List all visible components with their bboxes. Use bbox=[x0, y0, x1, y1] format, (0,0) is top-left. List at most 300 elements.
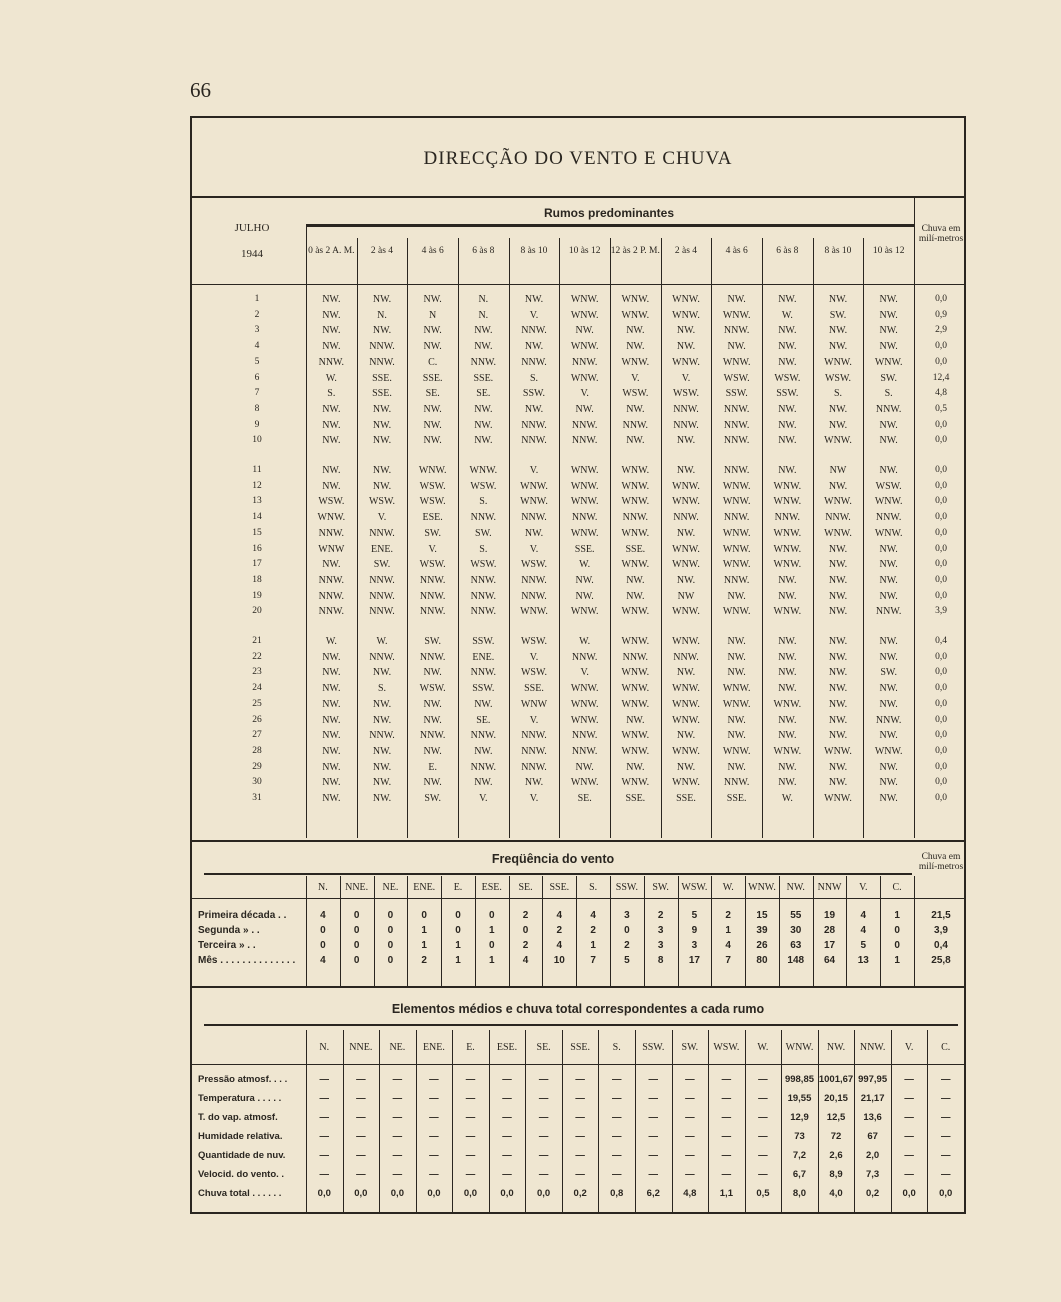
direction-cell: NW. bbox=[778, 294, 797, 305]
direction-cell: NNW. bbox=[521, 325, 547, 337]
elements-cell: 19,55 bbox=[787, 1093, 812, 1104]
direction-cell: NW. bbox=[322, 730, 341, 742]
direction-cell: NNW. bbox=[723, 325, 750, 337]
rain-cell: 0,0 bbox=[935, 341, 947, 352]
direction-cell: NW. bbox=[879, 761, 898, 773]
elements-cell: 2,6 bbox=[829, 1150, 843, 1161]
direction-cell: WNW. bbox=[722, 683, 751, 695]
direction-cell: WNW. bbox=[722, 606, 751, 618]
direction-cell: NW. bbox=[879, 777, 898, 789]
table-row bbox=[192, 357, 964, 373]
frequency-cell: 1 bbox=[488, 955, 495, 966]
direction-cell: WNW. bbox=[570, 698, 599, 710]
direction-cell: NW. bbox=[828, 480, 848, 492]
elements-cell: — bbox=[685, 1169, 695, 1180]
frequency-column-header: WNW. bbox=[748, 882, 776, 893]
direction-cell: ENE. bbox=[472, 651, 495, 663]
rain-cell: 0,0 bbox=[935, 480, 947, 491]
elements-cell: — bbox=[538, 1093, 549, 1104]
direction-cell: NNW. bbox=[470, 761, 497, 773]
column-line bbox=[661, 238, 662, 838]
direction-cell: NW. bbox=[322, 714, 341, 726]
elements-cell: — bbox=[940, 1093, 951, 1104]
elements-column-line bbox=[598, 1030, 599, 1214]
table-row bbox=[192, 404, 964, 420]
frequency-cell: 19 bbox=[823, 910, 836, 921]
elements-cell: — bbox=[429, 1093, 439, 1104]
direction-cell: NNW. bbox=[419, 590, 446, 602]
elements-column-line bbox=[745, 1030, 746, 1214]
direction-cell: NW. bbox=[575, 325, 594, 337]
direction-cell: NW. bbox=[322, 745, 341, 757]
day-number: 15 bbox=[252, 527, 262, 538]
table-row bbox=[192, 793, 964, 809]
frequency-cell: 1 bbox=[455, 955, 461, 966]
direction-cell: NW. bbox=[575, 590, 594, 602]
elements-cell: — bbox=[904, 1074, 914, 1085]
elements-column-header: N. bbox=[319, 1042, 330, 1053]
frequency-cell: 2 bbox=[657, 910, 664, 921]
direction-cell: SW. bbox=[829, 309, 847, 321]
period-header: 4 às 6 bbox=[421, 246, 444, 256]
direction-cell: NW. bbox=[778, 356, 797, 368]
day-number: 7 bbox=[254, 388, 260, 399]
direction-cell: NNW. bbox=[825, 512, 851, 524]
frequency-row-label: Mês . . . . . . . . . . . . . . bbox=[198, 955, 296, 966]
direction-cell: NW. bbox=[423, 698, 442, 710]
direction-cell: NNW. bbox=[318, 356, 345, 368]
elements-cell: — bbox=[575, 1112, 585, 1123]
elements-cell: — bbox=[465, 1150, 476, 1161]
direction-cell: NW. bbox=[474, 698, 493, 710]
frequency-column-header: S. bbox=[589, 882, 598, 893]
rain-cell: 3,9 bbox=[935, 606, 947, 617]
elements-cell: — bbox=[538, 1131, 549, 1142]
direction-cell: NNW. bbox=[470, 590, 497, 602]
table-row bbox=[192, 683, 964, 699]
direction-cell: WNW. bbox=[824, 745, 852, 757]
frequency-column-header: SSE. bbox=[549, 882, 570, 893]
frequency-cell: 17 bbox=[688, 955, 700, 966]
direction-cell: WNW. bbox=[570, 683, 599, 695]
direction-cell: NW. bbox=[524, 341, 544, 353]
direction-cell: NW. bbox=[828, 325, 848, 337]
frequency-cell: 1 bbox=[590, 940, 596, 951]
elements-column-line bbox=[672, 1030, 673, 1214]
day-number: 3 bbox=[254, 325, 260, 336]
direction-cell: WNW. bbox=[722, 698, 751, 710]
period-header: 6 às 8 bbox=[776, 246, 799, 256]
elements-column-line bbox=[452, 1030, 453, 1214]
direction-cell: WNW. bbox=[672, 683, 700, 695]
direction-cell: NNW. bbox=[470, 574, 497, 586]
direction-cell: WNW. bbox=[621, 698, 650, 710]
day-number: 14 bbox=[252, 512, 262, 523]
direction-cell: WNW. bbox=[520, 480, 548, 492]
frequency-column-line bbox=[407, 876, 408, 986]
direction-cell: WNW. bbox=[874, 496, 903, 508]
elements-column-header: SSW. bbox=[642, 1042, 665, 1053]
elements-cell: — bbox=[319, 1093, 330, 1104]
elements-cell: 6,7 bbox=[792, 1169, 807, 1180]
rain-cell: 0,4 bbox=[935, 636, 947, 646]
elements-cell: — bbox=[392, 1112, 403, 1123]
direction-cell: NW. bbox=[676, 435, 696, 447]
direction-cell: SSW. bbox=[472, 636, 495, 647]
direction-cell: WNW. bbox=[672, 777, 700, 789]
rain-cell: 0,0 bbox=[935, 714, 947, 725]
direction-cell: WSW. bbox=[520, 559, 547, 571]
direction-cell: NNW. bbox=[369, 651, 395, 663]
elements-column-line bbox=[635, 1030, 636, 1214]
direction-cell: NNW. bbox=[622, 512, 649, 524]
rain-cell: 0,0 bbox=[935, 435, 947, 446]
direction-cell: NW. bbox=[828, 606, 848, 618]
direction-cell: WNW. bbox=[672, 496, 700, 508]
column-line bbox=[610, 238, 611, 838]
direction-cell: NW. bbox=[524, 777, 544, 789]
period-header: 10 às 12 bbox=[568, 246, 601, 256]
period-header: 6 às 8 bbox=[472, 246, 495, 256]
direction-cell: WNW. bbox=[722, 745, 751, 757]
direction-cell: NW. bbox=[879, 698, 898, 710]
direction-cell: V. bbox=[529, 543, 539, 555]
direction-cell: WNW. bbox=[773, 745, 802, 757]
frequency-rain-cell: 25,8 bbox=[931, 955, 951, 966]
rain-cell: 0,0 bbox=[935, 745, 947, 756]
direction-cell: WNW. bbox=[672, 543, 700, 555]
rain-cell: 0,0 bbox=[935, 419, 947, 430]
elements-cell: 0,2 bbox=[865, 1188, 880, 1199]
direction-cell: WNW. bbox=[824, 435, 852, 447]
frequency-cell: 1 bbox=[894, 910, 900, 921]
table-row bbox=[192, 528, 964, 544]
elements-cell: 20,15 bbox=[824, 1093, 848, 1104]
elements-cell: — bbox=[721, 1150, 732, 1161]
frequency-column-line bbox=[610, 876, 611, 986]
rain-header: Chuva em milí-metros bbox=[918, 224, 964, 244]
direction-cell: NNW. bbox=[571, 356, 598, 368]
day-number: 24 bbox=[252, 683, 262, 694]
direction-cell: NW. bbox=[524, 527, 544, 539]
direction-cell: WSW. bbox=[672, 388, 699, 400]
direction-cell: NW. bbox=[879, 651, 898, 663]
column-line bbox=[559, 238, 560, 838]
direction-cell: NW. bbox=[372, 480, 392, 492]
elements-cell: — bbox=[538, 1112, 549, 1123]
direction-cell: NW. bbox=[575, 574, 594, 586]
frequency-cell: 26 bbox=[756, 940, 768, 951]
elements-cell: — bbox=[611, 1169, 622, 1180]
direction-cell: ENE. bbox=[371, 543, 393, 555]
month-label: JULHO bbox=[234, 222, 270, 234]
period-header: 2 às 4 bbox=[370, 246, 394, 256]
elements-cell: 2,0 bbox=[865, 1150, 880, 1161]
direction-cell: NW. bbox=[423, 667, 442, 679]
direction-cell: NNW. bbox=[369, 730, 395, 742]
direction-cell: NNW. bbox=[419, 730, 446, 742]
direction-cell: NNW. bbox=[318, 590, 345, 602]
table-row bbox=[192, 435, 964, 451]
frequency-cell: 17 bbox=[823, 940, 836, 951]
frequency-cell: 148 bbox=[787, 955, 805, 966]
direction-cell: WNW. bbox=[570, 294, 599, 305]
direction-cell: NW. bbox=[727, 636, 746, 647]
frequency-cell: 0 bbox=[353, 910, 360, 921]
day-number: 17 bbox=[252, 559, 262, 570]
elements-cell: — bbox=[721, 1169, 732, 1180]
direction-cell: S. bbox=[377, 683, 387, 695]
direction-cell: V. bbox=[529, 651, 539, 663]
frequency-rain-header: Chuva em milí-metros bbox=[918, 852, 964, 872]
direction-cell: WNW bbox=[318, 543, 345, 555]
rain-cell: 0,0 bbox=[935, 730, 947, 741]
direction-cell: NW. bbox=[322, 309, 341, 321]
frequency-column-line bbox=[374, 876, 375, 986]
elements-cell: — bbox=[611, 1131, 622, 1142]
elements-cell: 998,85 bbox=[784, 1074, 815, 1085]
direction-cell: WNW. bbox=[824, 793, 852, 804]
elements-row-label: Temperatura . . . . . bbox=[198, 1093, 282, 1104]
direction-cell: SSW. bbox=[522, 388, 546, 400]
elements-column-header: E. bbox=[466, 1042, 475, 1053]
elements-cell: — bbox=[502, 1131, 512, 1142]
direction-cell: WNW bbox=[520, 698, 548, 710]
frequency-cell: 0 bbox=[894, 940, 900, 951]
wind-direction-table bbox=[192, 198, 964, 838]
day-number: 12 bbox=[252, 480, 262, 491]
direction-cell: S. bbox=[884, 388, 893, 400]
direction-cell: WNW. bbox=[621, 294, 650, 305]
elements-column-header: C. bbox=[941, 1042, 951, 1053]
direction-cell: NNW. bbox=[723, 403, 750, 415]
direction-cell: NW. bbox=[879, 309, 898, 321]
direction-cell: SSW. bbox=[776, 388, 799, 400]
direction-cell: NW. bbox=[474, 745, 493, 757]
elements-cell: — bbox=[465, 1074, 476, 1085]
direction-cell: WNW. bbox=[570, 777, 599, 789]
elements-cell: 21,17 bbox=[860, 1093, 885, 1104]
direction-cell: WSW. bbox=[419, 559, 446, 571]
elements-cell: 0,8 bbox=[610, 1188, 624, 1199]
direction-cell: NW. bbox=[778, 465, 797, 476]
direction-cell: SE. bbox=[577, 793, 592, 804]
elements-cell: — bbox=[392, 1150, 403, 1161]
direction-cell: NW. bbox=[626, 325, 645, 337]
direction-cell: NNW. bbox=[521, 419, 547, 431]
direction-cell: WNW. bbox=[773, 480, 802, 492]
direction-cell: WNW. bbox=[773, 527, 802, 539]
direction-cell: S. bbox=[479, 543, 488, 555]
frequency-column-line bbox=[542, 876, 543, 986]
direction-cell: NW. bbox=[879, 793, 898, 804]
direction-cell: NW. bbox=[423, 403, 442, 415]
direction-cell: WNW. bbox=[570, 496, 599, 508]
elements-column-line bbox=[306, 1030, 307, 1214]
elements-cell: — bbox=[575, 1150, 585, 1161]
direction-cell: NW. bbox=[423, 341, 442, 353]
direction-cell: NW. bbox=[727, 730, 746, 742]
elements-cell: — bbox=[648, 1131, 659, 1142]
day-number: 18 bbox=[252, 574, 262, 585]
direction-cell: WNW. bbox=[672, 745, 700, 757]
direction-cell: NW. bbox=[828, 590, 848, 602]
frequency-cell: 0 bbox=[522, 925, 529, 936]
table-row bbox=[192, 496, 964, 512]
elements-cell: — bbox=[758, 1150, 768, 1161]
day-number: 23 bbox=[252, 667, 262, 678]
frequency-rain-cell: 21,5 bbox=[931, 910, 951, 921]
frequency-table bbox=[192, 842, 964, 986]
direction-cell: NW. bbox=[676, 465, 696, 476]
direction-cell: NW. bbox=[778, 590, 797, 602]
direction-cell: NW. bbox=[322, 683, 341, 695]
direction-cell: V. bbox=[529, 309, 539, 321]
direction-cell: NNW. bbox=[875, 606, 902, 618]
direction-cell: NW. bbox=[322, 667, 341, 679]
elements-cell: 0,0 bbox=[463, 1188, 478, 1199]
frequency-column-header: ESE. bbox=[481, 882, 502, 893]
elements-cell: 8,0 bbox=[792, 1188, 807, 1199]
frequency-cell: 3 bbox=[691, 940, 698, 951]
elements-cell: — bbox=[465, 1093, 476, 1104]
elements-column-header: WSW. bbox=[713, 1042, 740, 1053]
direction-cell: NW. bbox=[524, 403, 544, 415]
direction-cell: WNW. bbox=[722, 480, 751, 492]
elements-cell: — bbox=[648, 1150, 659, 1161]
direction-cell: WNW. bbox=[570, 309, 599, 321]
direction-cell: NNW. bbox=[470, 356, 497, 368]
elements-cell: — bbox=[648, 1169, 659, 1180]
day-number: 8 bbox=[254, 403, 260, 414]
direction-cell: NW. bbox=[372, 667, 392, 679]
elements-cell: — bbox=[356, 1150, 366, 1161]
direction-cell: NW. bbox=[727, 341, 746, 353]
direction-cell: NW. bbox=[828, 651, 848, 663]
direction-cell: WNW. bbox=[672, 606, 700, 618]
frequency-column-line bbox=[745, 876, 746, 986]
direction-cell: NW. bbox=[778, 683, 797, 695]
day-number: 6 bbox=[254, 372, 260, 383]
elements-cell: 0,0 bbox=[536, 1188, 551, 1199]
elements-cell: — bbox=[319, 1074, 330, 1085]
direction-cell: NNW. bbox=[673, 403, 699, 415]
direction-cell: W. bbox=[781, 793, 793, 804]
elements-cell: 0,5 bbox=[756, 1188, 770, 1199]
frequency-column-line bbox=[880, 876, 881, 986]
direction-cell: NNW. bbox=[470, 512, 497, 524]
frequency-cell: 2 bbox=[590, 925, 596, 936]
elements-column-header: SW. bbox=[681, 1042, 699, 1053]
table-row bbox=[192, 294, 964, 310]
table-row bbox=[192, 544, 964, 560]
elements-column-line bbox=[781, 1030, 782, 1214]
table-row bbox=[192, 465, 964, 481]
direction-cell: SW. bbox=[424, 793, 441, 804]
elements-cell: — bbox=[721, 1131, 732, 1142]
frequency-cell: 1 bbox=[725, 925, 731, 936]
table-row bbox=[192, 420, 964, 436]
elements-cell: 0,2 bbox=[573, 1188, 587, 1199]
frequency-column-header: WSW. bbox=[681, 882, 708, 893]
frequency-cell: 3 bbox=[624, 910, 630, 921]
frequency-cell: 15 bbox=[756, 910, 768, 921]
frequency-column-header: SE. bbox=[518, 882, 533, 893]
elements-row-label: Velocid. do vento. . bbox=[198, 1169, 285, 1180]
direction-cell: NW. bbox=[423, 714, 442, 726]
direction-cell: W. bbox=[376, 636, 388, 647]
table-row bbox=[192, 652, 964, 668]
direction-cell: SE. bbox=[476, 714, 491, 726]
direction-cell: NW. bbox=[423, 745, 442, 757]
direction-cell: WSW. bbox=[318, 496, 345, 508]
direction-cell: NNW. bbox=[571, 435, 598, 447]
column-line bbox=[509, 238, 510, 838]
direction-cell: NNW. bbox=[571, 730, 598, 742]
frequency-cell: 55 bbox=[790, 910, 802, 921]
frequency-cell: 0 bbox=[387, 925, 394, 936]
frequency-cell: 0 bbox=[320, 940, 326, 951]
direction-cell: NW. bbox=[727, 667, 746, 679]
frequency-cell: 3 bbox=[657, 940, 664, 951]
direction-cell: NW. bbox=[322, 559, 341, 571]
rain-cell: 0,0 bbox=[935, 698, 947, 709]
elements-cell: 0,0 bbox=[317, 1188, 331, 1199]
direction-cell: SSE. bbox=[473, 372, 494, 384]
rain-cell: 4,8 bbox=[935, 388, 947, 399]
direction-cell: NW. bbox=[626, 761, 645, 773]
elements-column-header: NW. bbox=[826, 1042, 846, 1053]
elements-cell: — bbox=[356, 1093, 366, 1104]
elements-cell: — bbox=[429, 1131, 439, 1142]
frequency-column-line bbox=[576, 876, 577, 986]
day-number: 16 bbox=[252, 543, 262, 554]
elements-column-header: SE. bbox=[536, 1042, 551, 1053]
frequency-column-line bbox=[340, 876, 341, 986]
direction-cell: WSW. bbox=[419, 496, 446, 508]
frequency-cell: 8 bbox=[657, 955, 664, 966]
direction-cell: NNW. bbox=[521, 435, 547, 447]
elements-cell: 8,9 bbox=[829, 1169, 843, 1180]
direction-cell: WNW. bbox=[874, 356, 903, 368]
direction-cell: WNW. bbox=[621, 309, 650, 321]
elements-cell: 12,9 bbox=[790, 1112, 809, 1123]
elements-cell: — bbox=[940, 1150, 951, 1161]
frequency-cell: 4 bbox=[556, 940, 563, 951]
elements-cell: 6,2 bbox=[646, 1188, 660, 1199]
rain-cell: 0,0 bbox=[935, 294, 947, 304]
elements-cell: 997,95 bbox=[858, 1074, 888, 1085]
elements-cell: — bbox=[758, 1112, 768, 1123]
direction-cell: NW. bbox=[828, 294, 848, 305]
frequency-cell: 0 bbox=[353, 955, 360, 966]
table-row bbox=[192, 325, 964, 341]
period-header: 0 às 2 A. M. bbox=[308, 246, 355, 256]
frequency-cell: 10 bbox=[553, 955, 565, 966]
day-number: 30 bbox=[252, 777, 262, 788]
frequency-rain-cell: 0,4 bbox=[934, 940, 948, 951]
day-number: 26 bbox=[252, 714, 262, 725]
direction-cell: WNW. bbox=[672, 356, 700, 368]
direction-cell: NW. bbox=[676, 667, 696, 679]
elements-cell: — bbox=[392, 1131, 403, 1142]
frequency-cell: 4 bbox=[860, 910, 867, 921]
elements-cell: — bbox=[904, 1112, 914, 1123]
rain-cell: 0,0 bbox=[935, 543, 947, 554]
direction-cell: NNW. bbox=[875, 714, 902, 726]
direction-cell: NW. bbox=[879, 730, 898, 742]
day-number: 27 bbox=[252, 730, 262, 741]
